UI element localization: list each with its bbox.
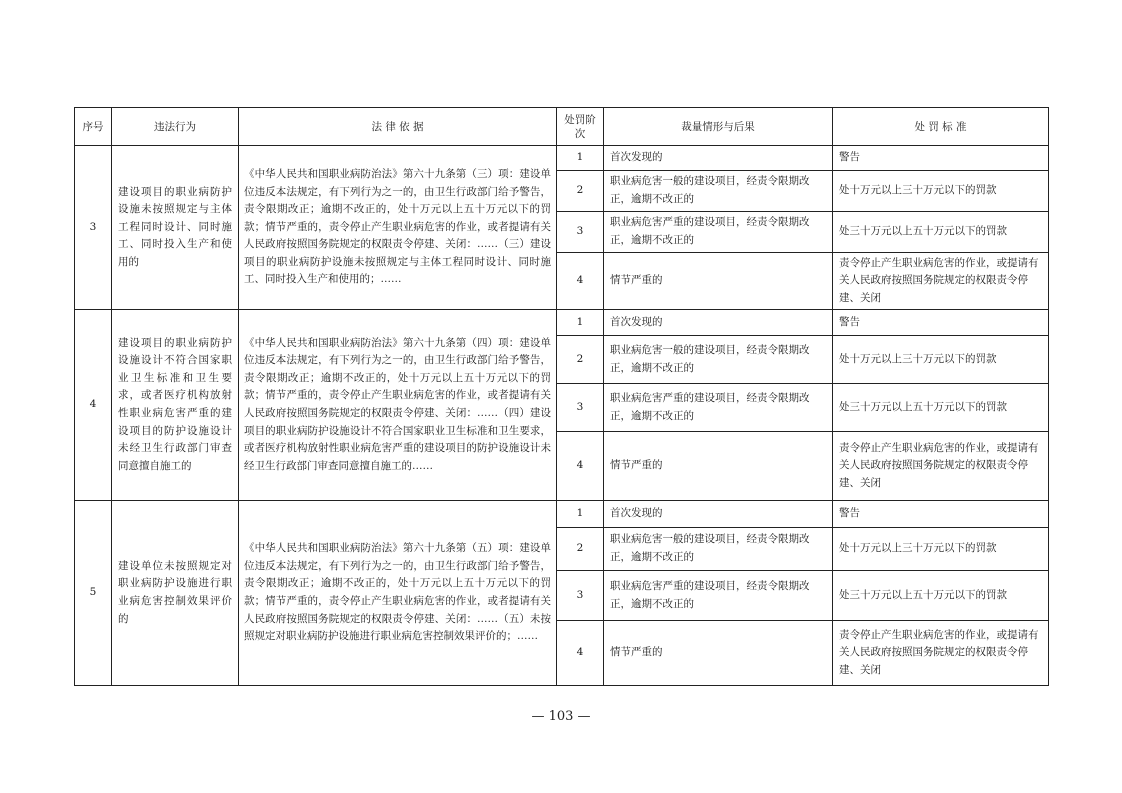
circumstance-cell: 情节严重的 [604, 432, 833, 501]
penalty-table [74, 107, 1049, 686]
circumstance-cell: 情节严重的 [604, 253, 833, 310]
standard-cell: 警告 [833, 146, 1049, 171]
circumstance-cell: 职业病危害严重的建设项目，经责令限期改正，逾期不改正的 [604, 384, 833, 432]
stage-cell: 3 [557, 384, 604, 432]
standard-cell: 处十万元以上三十万元以下的罚款 [833, 171, 1049, 212]
circumstance-cell: 首次发现的 [604, 146, 833, 171]
stage-cell: 4 [557, 621, 604, 686]
standard-cell: 处十万元以上三十万元以下的罚款 [833, 336, 1049, 384]
circumstance-cell: 首次发现的 [604, 310, 833, 336]
header-act: 违法行为 [112, 108, 239, 146]
standard-cell: 责令停止产生职业病危害的作业，或提请有关人民政府按照国务院规定的权限责令停建、关闭 [833, 253, 1049, 310]
violation-cell: 建设项目的职业病防护设施未按照规定与主体工程同时设计、同时施工、同时投入生产和使用的 [112, 146, 239, 310]
stage-cell: 2 [557, 171, 604, 212]
standard-cell: 责令停止产生职业病危害的作业，或提请有关人民政府按照国务院规定的权限责令停建、关闭 [833, 621, 1049, 686]
legal-basis-cell: 《中华人民共和国职业病防治法》第六十九条第（三）项：建设单位违反本法规定，有下列行为之一的，由卫生行政部门给予警告，责令限期改正；逾期不改正的，处十万元以上五十万元以下的罚款；情节严重的，责令停止产生职业病危害的作业，或者提请有关人民政府按照国务院规定的权限责令停建、关闭：……（三）建设项目的职业病防护设施未按照规定与主体工程同时设计、同时施工、同时投入生产和使用的；…… [239, 146, 557, 310]
stage-cell: 4 [557, 253, 604, 310]
standard-cell: 处三十万元以上五十万元以下的罚款 [833, 212, 1049, 253]
stage-cell: 1 [557, 501, 604, 528]
header-standard: 处 罚 标 准 [833, 108, 1049, 146]
stage-cell: 3 [557, 212, 604, 253]
stage-cell: 2 [557, 336, 604, 384]
standard-cell: 处三十万元以上五十万元以下的罚款 [833, 384, 1049, 432]
standard-cell: 责令停止产生职业病危害的作业，或提请有关人民政府按照国务院规定的权限责令停建、关闭 [833, 432, 1049, 501]
header-stage: 处罚阶次 [557, 108, 604, 146]
standard-cell: 处十万元以上三十万元以下的罚款 [833, 528, 1049, 571]
circumstance-cell: 情节严重的 [604, 621, 833, 686]
circumstance-cell: 职业病危害严重的建设项目，经责令限期改正，逾期不改正的 [604, 571, 833, 621]
table-row [75, 501, 1049, 528]
legal-basis-cell: 《中华人民共和国职业病防治法》第六十九条第（五）项：建设单位违反本法规定，有下列行为之一的，由卫生行政部门给予警告，责令限期改正；逾期不改正的，处十万元以上五十万元以下的罚款；情节严重的，责令停止产生职业病危害的作业，或者提请有关人民政府按照国务院规定的权限责令停建、关闭：……（五）未按照规定对职业病防护设施进行职业病危害控制效果评价的；…… [239, 501, 557, 686]
header-basis: 法 律 依 据 [239, 108, 557, 146]
row-seq: 3 [75, 146, 112, 310]
circumstance-cell: 职业病危害一般的建设项目，经责令限期改正，逾期不改正的 [604, 171, 833, 212]
circumstance-cell: 职业病危害严重的建设项目，经责令限期改正，逾期不改正的 [604, 212, 833, 253]
standard-cell: 警告 [833, 310, 1049, 336]
stage-cell: 1 [557, 146, 604, 171]
header-seq: 序号 [75, 108, 112, 146]
stage-cell: 2 [557, 528, 604, 571]
legal-basis-cell: 《中华人民共和国职业病防治法》第六十九条第（四）项：建设单位违反本法规定，有下列行为之一的，由卫生行政部门给予警告，责令限期改正；逾期不改正的，处十万元以上五十万元以下的罚款；情节严重的，责令停止产生职业病危害的作业，或者提请有关人民政府按照国务院规定的权限责令停建、关闭：……（四）建设项目的职业病防护设施设计不符合国家职业卫生标准和卫生要求，或者医疗机构放射性职业病危害严重的建设项目的防护设施设计未经卫生行政部门审查同意擅自施工的…… [239, 310, 557, 501]
table-row [75, 310, 1049, 336]
standard-cell: 警告 [833, 501, 1049, 528]
circumstance-cell: 职业病危害一般的建设项目，经责令限期改正，逾期不改正的 [604, 336, 833, 384]
row-seq: 4 [75, 310, 112, 501]
table-row [75, 146, 1049, 171]
header-circumstance: 裁量情形与后果 [604, 108, 833, 146]
stage-cell: 3 [557, 571, 604, 621]
stage-cell: 1 [557, 310, 604, 336]
stage-cell: 4 [557, 432, 604, 501]
page-number: — 103 — [531, 709, 591, 724]
violation-cell: 建设单位未按照规定对职业病防护设施进行职业病危害控制效果评价的 [112, 501, 239, 686]
standard-cell: 处三十万元以上五十万元以下的罚款 [833, 571, 1049, 621]
circumstance-cell: 首次发现的 [604, 501, 833, 528]
violation-cell: 建设项目的职业病防护设施设计不符合国家职业卫生标准和卫生要求，或者医疗机构放射性职业病危害严重的建设项目的防护设施设计未经卫生行政部门审查同意擅自施工的 [112, 310, 239, 501]
header-row [75, 108, 1049, 146]
circumstance-cell: 职业病危害一般的建设项目，经责令限期改正，逾期不改正的 [604, 528, 833, 571]
row-seq: 5 [75, 501, 112, 686]
